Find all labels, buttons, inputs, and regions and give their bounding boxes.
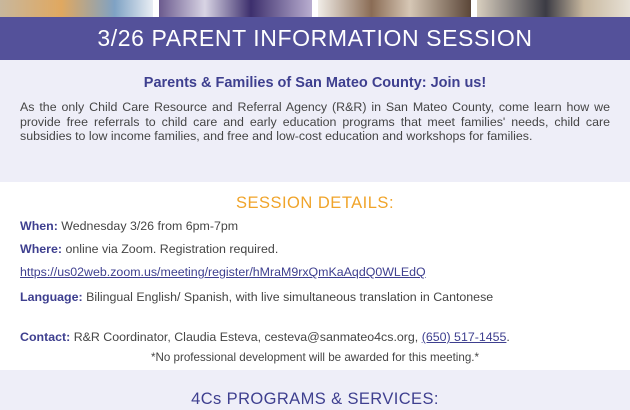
registration-link[interactable]: https://us02web.zoom.us/meeting/register/hMraM9rxQmKaAqdQ0WLEdQ [20, 265, 426, 279]
programs-heading: 4Cs PROGRAMS & SERVICES: [191, 390, 439, 408]
detail-when [20, 219, 238, 233]
header-photo-1 [0, 0, 153, 17]
header-photo-strip [0, 0, 630, 17]
header-photo-4 [477, 0, 630, 17]
where-label: Where: [20, 242, 62, 256]
when-value: Wednesday 3/26 from 6pm-7pm [57, 219, 239, 233]
pd-note: *No professional development will be awarded for this meeting.* [150, 351, 480, 364]
when-label: When: [20, 219, 58, 233]
header-photo-3 [318, 0, 471, 17]
contact-value: R&R Coordinator, Claudia Esteva, cesteva@sanmateo4cs.org, [70, 330, 422, 344]
session-details-heading: SESSION DETAILS: [235, 194, 395, 212]
programs-section [0, 370, 630, 410]
intro-paragraph: As the only Child Care Resource and Referral Agency (R&R) in San Mateo County, come learn how we provide free referrals to child care and early education programs that meet families' needs, child care subsidies to low income families, and free and low-cost education and workshops for families. [20, 100, 610, 144]
intro-heading: Parents & Families of San Mateo County: Join us! [143, 75, 487, 91]
header-photo-2 [159, 0, 312, 17]
where-value: online via Zoom. Registration required. [62, 242, 279, 256]
page-title: 3/26 PARENT INFORMATION SESSION [0, 17, 630, 60]
language-value: Bilingual English/ Spanish, with live simultaneous translation in Cantonese [82, 290, 494, 304]
detail-language [20, 290, 493, 304]
contact-label: Contact: [20, 330, 71, 344]
contact-phone-link[interactable]: (650) 517-1455 [421, 330, 507, 344]
language-label: Language: [20, 290, 83, 304]
contact-end: . [506, 330, 510, 344]
detail-contact [20, 330, 510, 344]
detail-where [20, 242, 278, 256]
intro-section [0, 60, 630, 182]
